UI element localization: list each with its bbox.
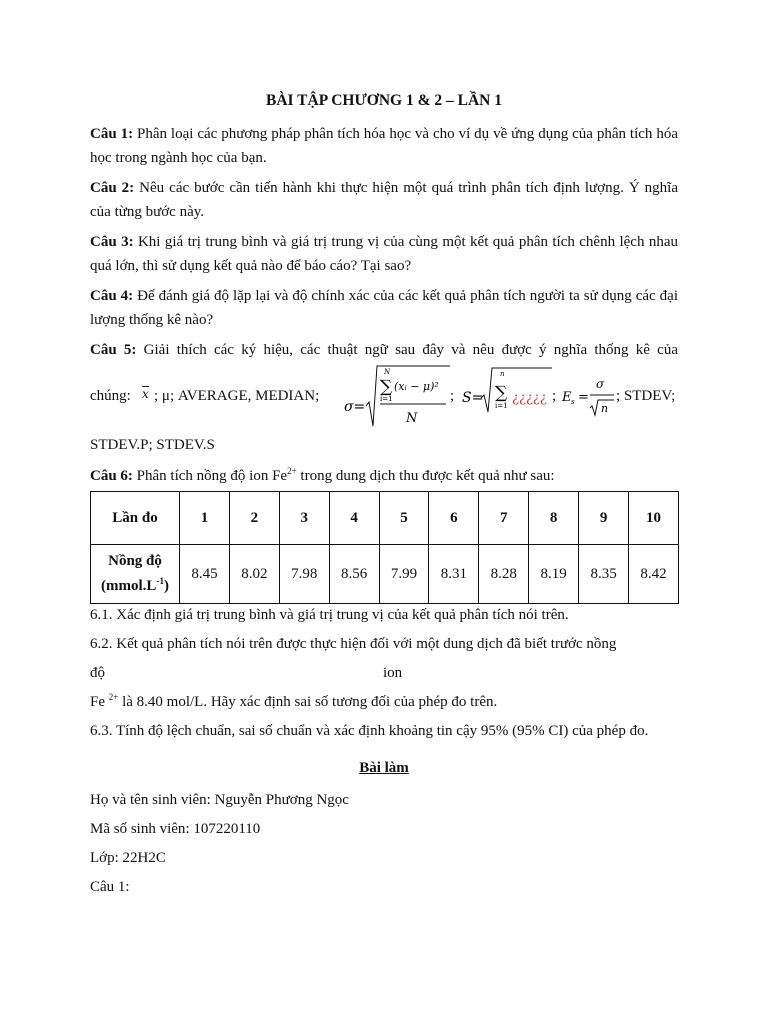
- table-row-runs: [91, 492, 679, 545]
- sub-question-6-2-line1: 6.2. Kết quả phân tích nói trên được thực hiện đối với một dung dịch đã biết trước nồng: [90, 636, 617, 652]
- es-symbol: E: [562, 390, 572, 405]
- question-1-label: Câu 1:: [90, 126, 134, 142]
- question-2-label: Câu 2:: [90, 180, 135, 196]
- sub-question-6-2-ion: ion: [383, 665, 403, 681]
- table-run-cell: 5: [379, 492, 429, 545]
- s-sum-body: ¿¿¿¿¿: [512, 391, 547, 406]
- s-sum-top: n: [500, 370, 505, 378]
- x-bar-symbol: x: [142, 387, 149, 401]
- chung-label: chúng:: [90, 388, 131, 404]
- table-run-cell: 7: [479, 492, 529, 545]
- table-head-unit-close: ): [163, 578, 169, 594]
- fe-sup: 2+: [108, 692, 119, 702]
- sigma-sum-body: (xᵢ − μ)²: [394, 380, 439, 393]
- question-3-label: Câu 3:: [90, 234, 134, 250]
- table-head-concentration: [91, 545, 180, 604]
- question-4-text: Để đánh giá độ lặp lại và độ chính xác của các kết quả phân tích người ta sử dụng các đại lượng thống kê nào?: [90, 288, 678, 328]
- question-5-label: Câu 5:: [90, 342, 137, 358]
- fe-label: Fe: [90, 694, 109, 710]
- question-5: [90, 338, 678, 362]
- question-4: [90, 284, 678, 332]
- table-run-cell: 8: [529, 492, 579, 545]
- sigma-sum-symbol: ∑: [380, 377, 393, 397]
- question-6-label: Câu 6:: [90, 468, 133, 484]
- question-6-sup: 2+: [287, 466, 297, 476]
- sub-question-6-2-line3: [90, 690, 497, 714]
- sigma-denominator: N: [406, 411, 418, 426]
- table-run-cell: 3: [279, 492, 329, 545]
- table-run-cell: 4: [329, 492, 379, 545]
- sep-2: ;: [552, 388, 557, 404]
- question-3-text: Khi giá trị trung bình và giá trị trung vị của cùng một kết quả phân tích chênh lệch nhau quá lớn, thì sử dụng kết quả nào để báo cáo? Tại sao?: [90, 234, 679, 274]
- s-sum-symbol: ∑: [495, 383, 508, 403]
- sigma-formula: [342, 362, 455, 432]
- table-value-cell: 8.35: [579, 545, 629, 604]
- mu-average-median: ; μ; AVERAGE, MEDIAN;: [154, 388, 320, 404]
- question-6-text-b: trong dung dịch thu được kết quả như sau:: [296, 468, 555, 484]
- sub-question-6-2-rest: là 8.40 mol/L. Hãy xác định sai số tương đối của phép đo trên.: [122, 694, 498, 710]
- table-value-cell: 8.42: [629, 545, 679, 604]
- question-5-line2: STDEV.P; STDEV.S: [90, 437, 215, 453]
- table-head-unit-sup: -1: [156, 576, 164, 586]
- question-5-text: Giải thích các ký hiệu, các thuật ngữ sau đây và nêu được ý nghĩa thống kê của: [136, 342, 678, 358]
- answer-question-1: Câu 1:: [90, 879, 130, 895]
- table-value-cell: 8.45: [180, 545, 230, 604]
- table-row-values: [91, 545, 679, 604]
- question-4-label: Câu 4:: [90, 288, 134, 304]
- question-5-formulas: [90, 362, 678, 432]
- es-formula: [560, 368, 618, 426]
- sigma-eq: σ=: [344, 399, 366, 415]
- table-value-cell: 8.28: [479, 545, 529, 604]
- question-6: [90, 464, 555, 488]
- table-run-cell: 6: [429, 492, 479, 545]
- s-eq: S=: [462, 390, 484, 406]
- question-3: [90, 230, 678, 278]
- es-denominator: n: [601, 402, 609, 415]
- answer-section-title: Bài làm: [359, 760, 409, 776]
- table-head-unit: (mmol.L: [101, 578, 157, 594]
- sep-1: ;: [450, 388, 455, 404]
- es-subscript: s: [571, 398, 575, 406]
- table-head-concentration-b: [91, 574, 179, 599]
- student-name: Họ và tên sinh viên: Nguyễn Phương Ngọc: [90, 792, 349, 808]
- table-value-cell: 7.98: [279, 545, 329, 604]
- table-run-cell: 10: [629, 492, 679, 545]
- sigma-sum-top: N: [384, 368, 391, 376]
- page-title: BÀI TẬP CHƯƠNG 1 & 2 – LẦN 1: [266, 92, 502, 109]
- es-equals: =: [578, 390, 589, 405]
- question-1: [90, 122, 678, 170]
- s-sum-bottom: i=1: [495, 402, 508, 410]
- table-value-cell: 7.99: [379, 545, 429, 604]
- student-class: Lớp: 22H2C: [90, 850, 166, 866]
- table-run-cell: 2: [229, 492, 279, 545]
- stdev-label: ; STDEV;: [616, 388, 676, 404]
- s-formula: [460, 362, 557, 432]
- table-value-cell: 8.02: [229, 545, 279, 604]
- table-run-cell: 1: [180, 492, 230, 545]
- sub-question-6-1: 6.1. Xác định giá trị trung bình và giá trị trung vị của kết quả phân tích nói trên.: [90, 607, 569, 623]
- question-2-text: Nêu các bước cần tiến hành khi thực hiện một quá trình phân tích định lượng. Ý nghĩa của từng bước này.: [90, 180, 679, 220]
- question-1-text: Phân loại các phương pháp phân tích hóa học và cho ví dụ về ứng dụng của phân tích hóa học trong ngành học của bạn.: [90, 126, 679, 166]
- table-head-concentration-a: Nồng độ: [108, 553, 162, 569]
- sub-question-6-3: 6.3. Tính độ lệch chuẩn, sai số chuẩn và xác định khoảng tin cậy 95% (95% CI) của phép đo.: [90, 723, 649, 739]
- question-6-text-a: Phân tích nồng độ ion Fe: [132, 468, 288, 484]
- question-2: [90, 176, 678, 224]
- sub-question-6-2-do: độ: [90, 665, 105, 681]
- es-numerator: σ: [596, 377, 605, 391]
- table-value-cell: 8.31: [429, 545, 479, 604]
- sigma-sum-bottom: i=1: [380, 395, 393, 403]
- student-id: Mã số sinh viên: 107220110: [90, 821, 261, 837]
- table-head-run: Lần đo: [91, 492, 180, 545]
- table-value-cell: 8.56: [329, 545, 379, 604]
- measurement-table: [90, 491, 679, 604]
- table-value-cell: 8.19: [529, 545, 579, 604]
- table-run-cell: 9: [579, 492, 629, 545]
